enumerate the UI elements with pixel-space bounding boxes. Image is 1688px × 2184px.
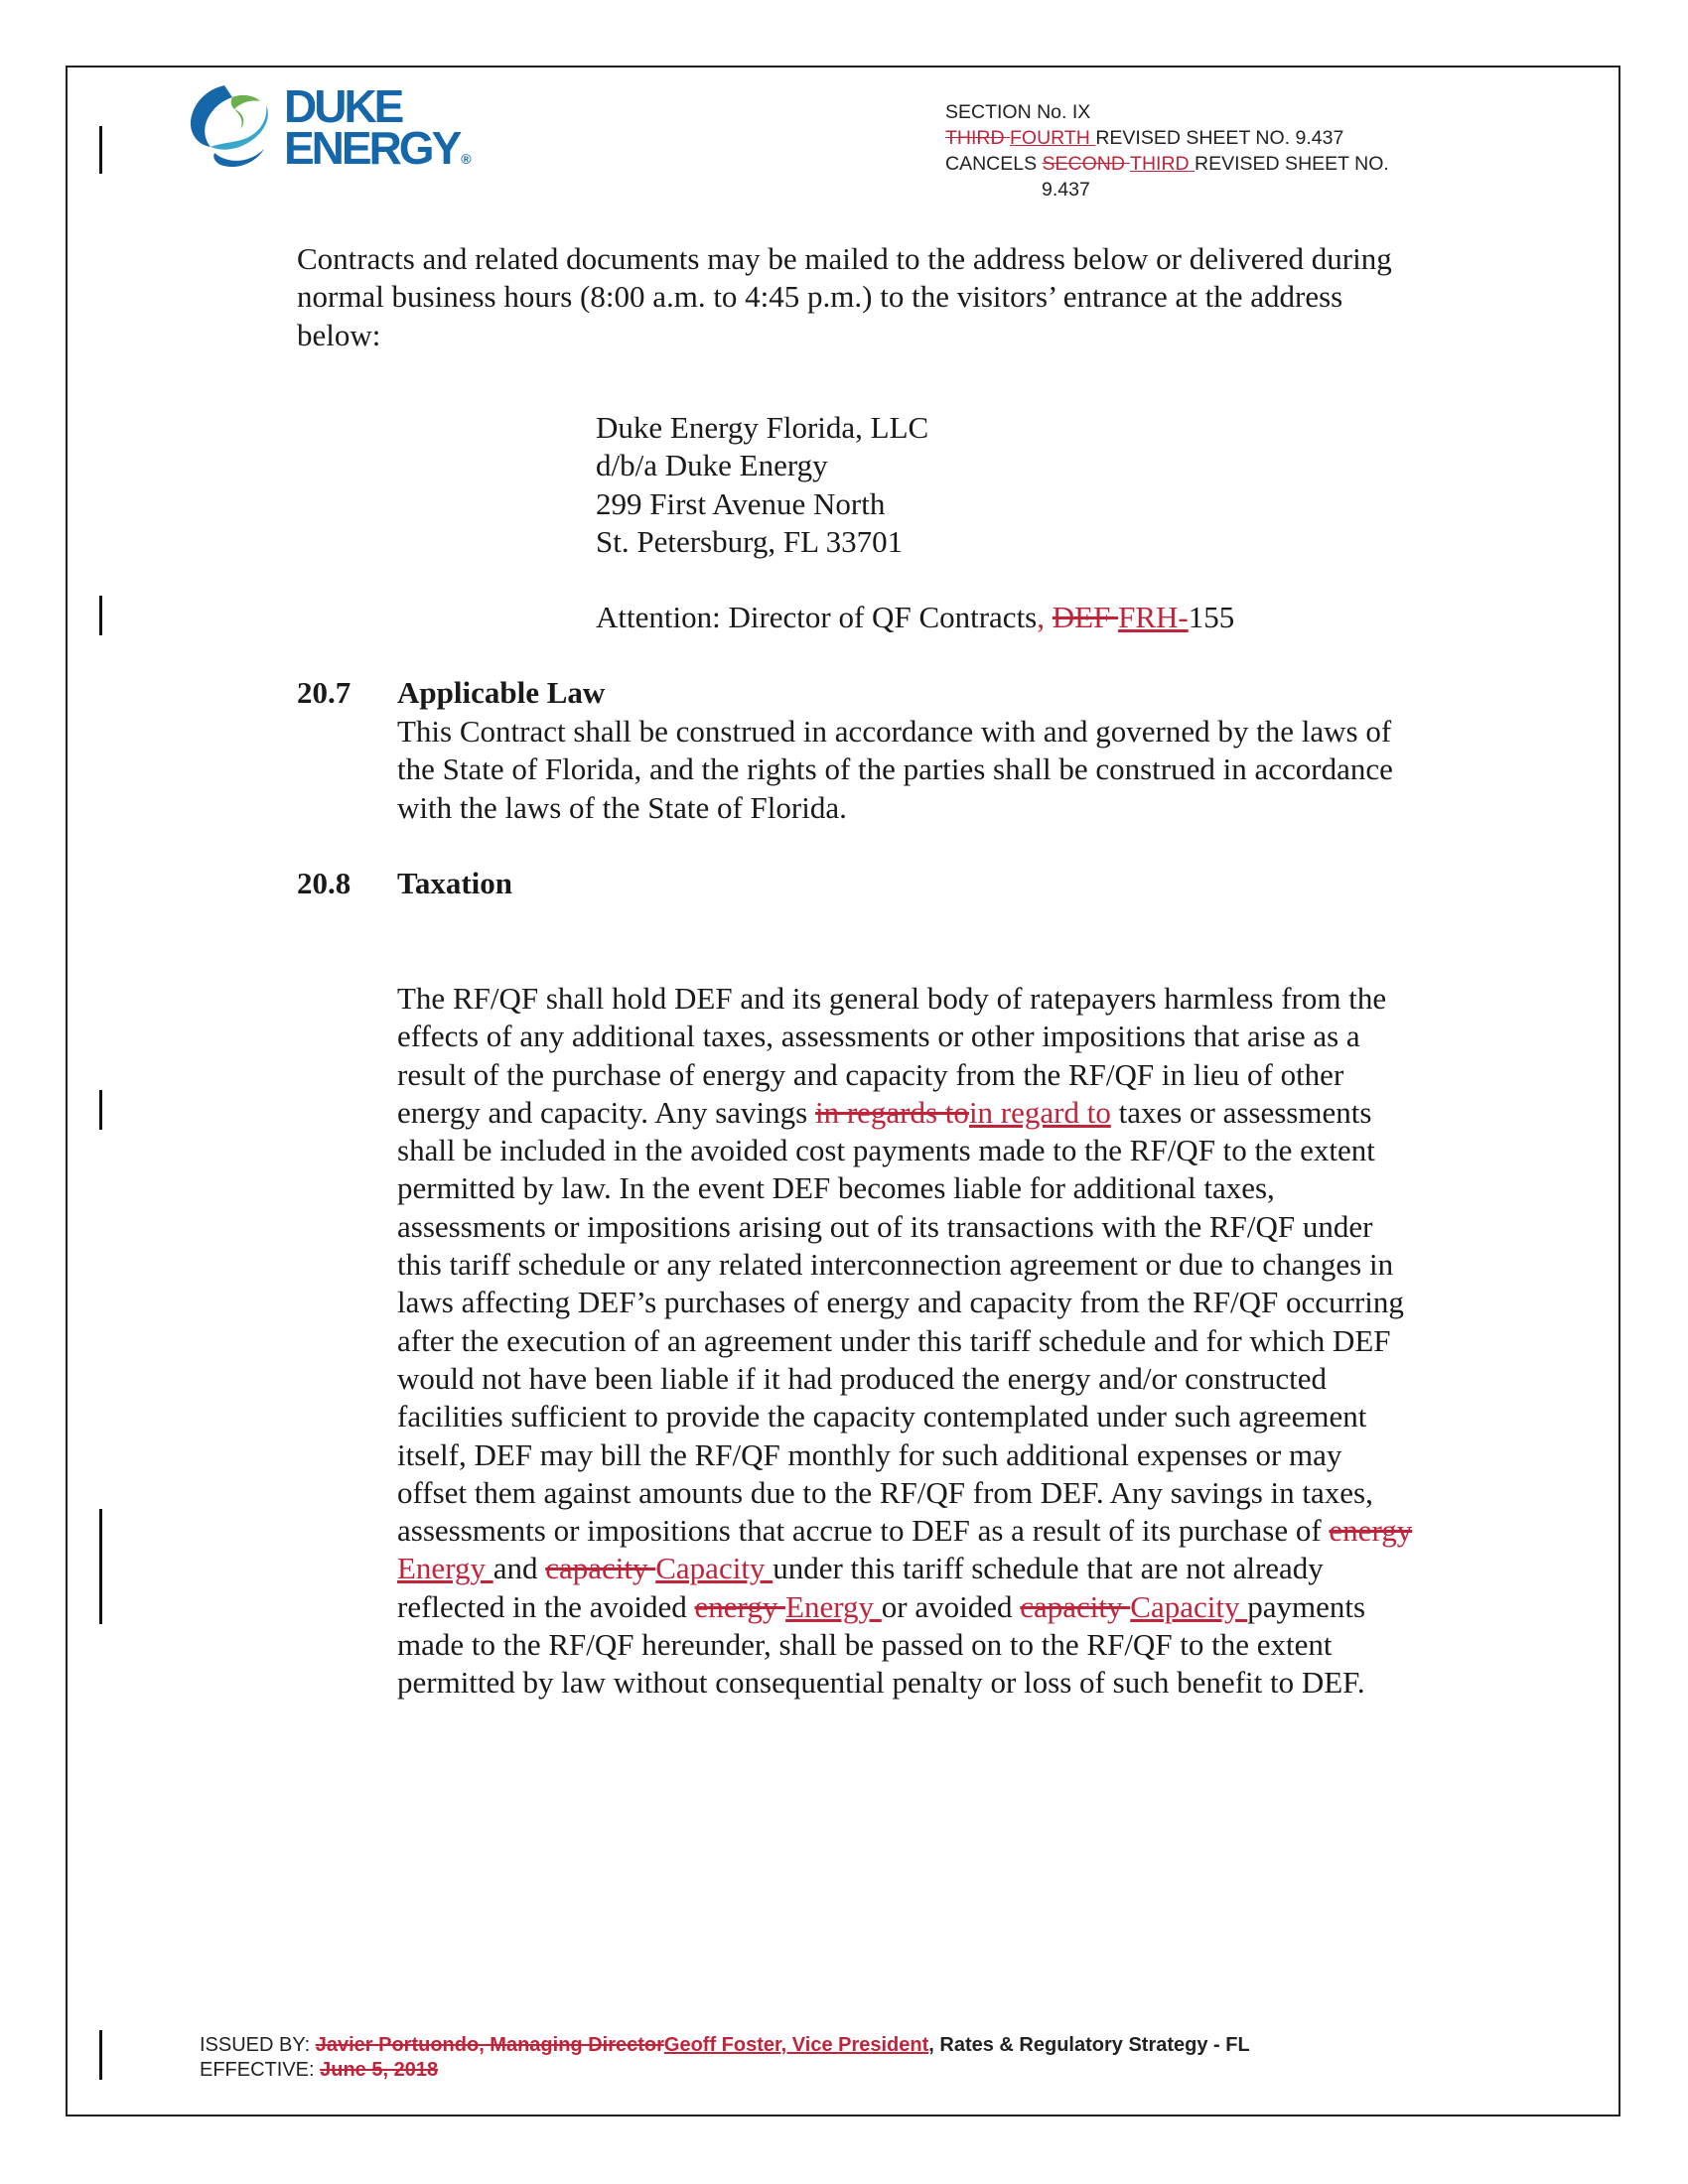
cancels-sheet-line: CANCELS SECOND THIRD REVISED SHEET NO. — [945, 153, 1389, 175]
intro-paragraph: Contracts and related documents may be mailed to the address below or delivered during normal business hours (8:00 a.m. to 4:45 p.m.) to the visitors’ entrance at the address below: — [297, 241, 1392, 352]
change-bar-regard — [99, 1090, 102, 1130]
mailing-address: Duke Energy Florida, LLC d/b/a Duke Energy 299 First Avenue North St. Petersburg, FL 33701 — [596, 410, 929, 559]
change-bar-footer — [99, 2030, 102, 2080]
sheet-header — [945, 99, 1389, 203]
applicable-law-paragraph: This Contract shall be construed in accordance with and governed by the laws of the State of Florida, and the rights of the parties shall be construed in accordance with the laws of the State of Florida. — [397, 714, 1393, 825]
attention-line: Attention: Director of QF Contracts, DEF FRH-155 — [596, 600, 1235, 634]
change-bar-header — [99, 126, 102, 174]
revised-sheet-line: THIRD FOURTH REVISED SHEET NO. 9.437 — [945, 127, 1344, 149]
taxation-paragraph: The RF/QF shall hold DEF and its general body of ratepayers harmless from the effects of any additional taxes, assessments or other impositions that arise as a result of the purchase of energy and capacity from the RF/QF in lieu of other energy and capacity. Any savings in regards toin regard to taxes or assessments shall be included in the avoided cost payments made to the RF/QF to the extent permitted by law. In the event DEF becomes liable for additional taxes, assessments or impositions arising out of its transactions with the RF/QF under this tariff schedule or any related interconnection agreement or due to changes in laws affecting DEF’s purchases of energy and capacity from the RF/QF occurring after the execution of an agreement under this tariff schedule and for which DEF would not have been liable if it had produced the energy and/or constructed facilities sufficient to provide the capacity contemplated under such agreement itself, DEF may bill the RF/QF monthly for such additional expenses or may offset them against amounts due to the RF/QF from DEF. Any savings in taxes, assessments or impositions that accrue to DEF as a result of its purchase of energy Energy and capacity Capacity under this tariff schedule that are not already reflected in the avoided energy Energy or avoided capacity Capacity payments made to the RF/QF hereunder, shall be passed on to the RF/QF to the extent permitted by law without consequential penalty or loss of such benefit to DEF. — [397, 981, 1413, 1701]
cancels-sheet-number: 9.437 — [1042, 179, 1090, 201]
logo-text-duke: DUKE — [284, 80, 402, 132]
change-bar-energy-capacity — [99, 1509, 102, 1624]
change-bar-attention — [99, 596, 102, 635]
section-20-8-title: Taxation — [397, 866, 513, 900]
section-number: SECTION No. IX — [945, 101, 1091, 123]
duke-energy-swirl-icon — [185, 79, 276, 175]
section-20-7-title: Applicable Law — [397, 675, 606, 710]
sheet-footer — [200, 2033, 1250, 2083]
section-20-7-number: 20.7 — [297, 675, 352, 710]
issued-by-line: ISSUED BY: Javier Portuondo, Managing DirectorGeoff Foster, Vice President, Rates & Regulatory Strategy - FL — [200, 2034, 1250, 2056]
logo-text-energy: ENERGY ® — [284, 122, 472, 174]
duke-energy-logo — [185, 79, 483, 179]
effective-line: EFFECTIVE: June 5, 2018 — [200, 2059, 439, 2081]
section-20-8-number: 20.8 — [297, 866, 352, 900]
